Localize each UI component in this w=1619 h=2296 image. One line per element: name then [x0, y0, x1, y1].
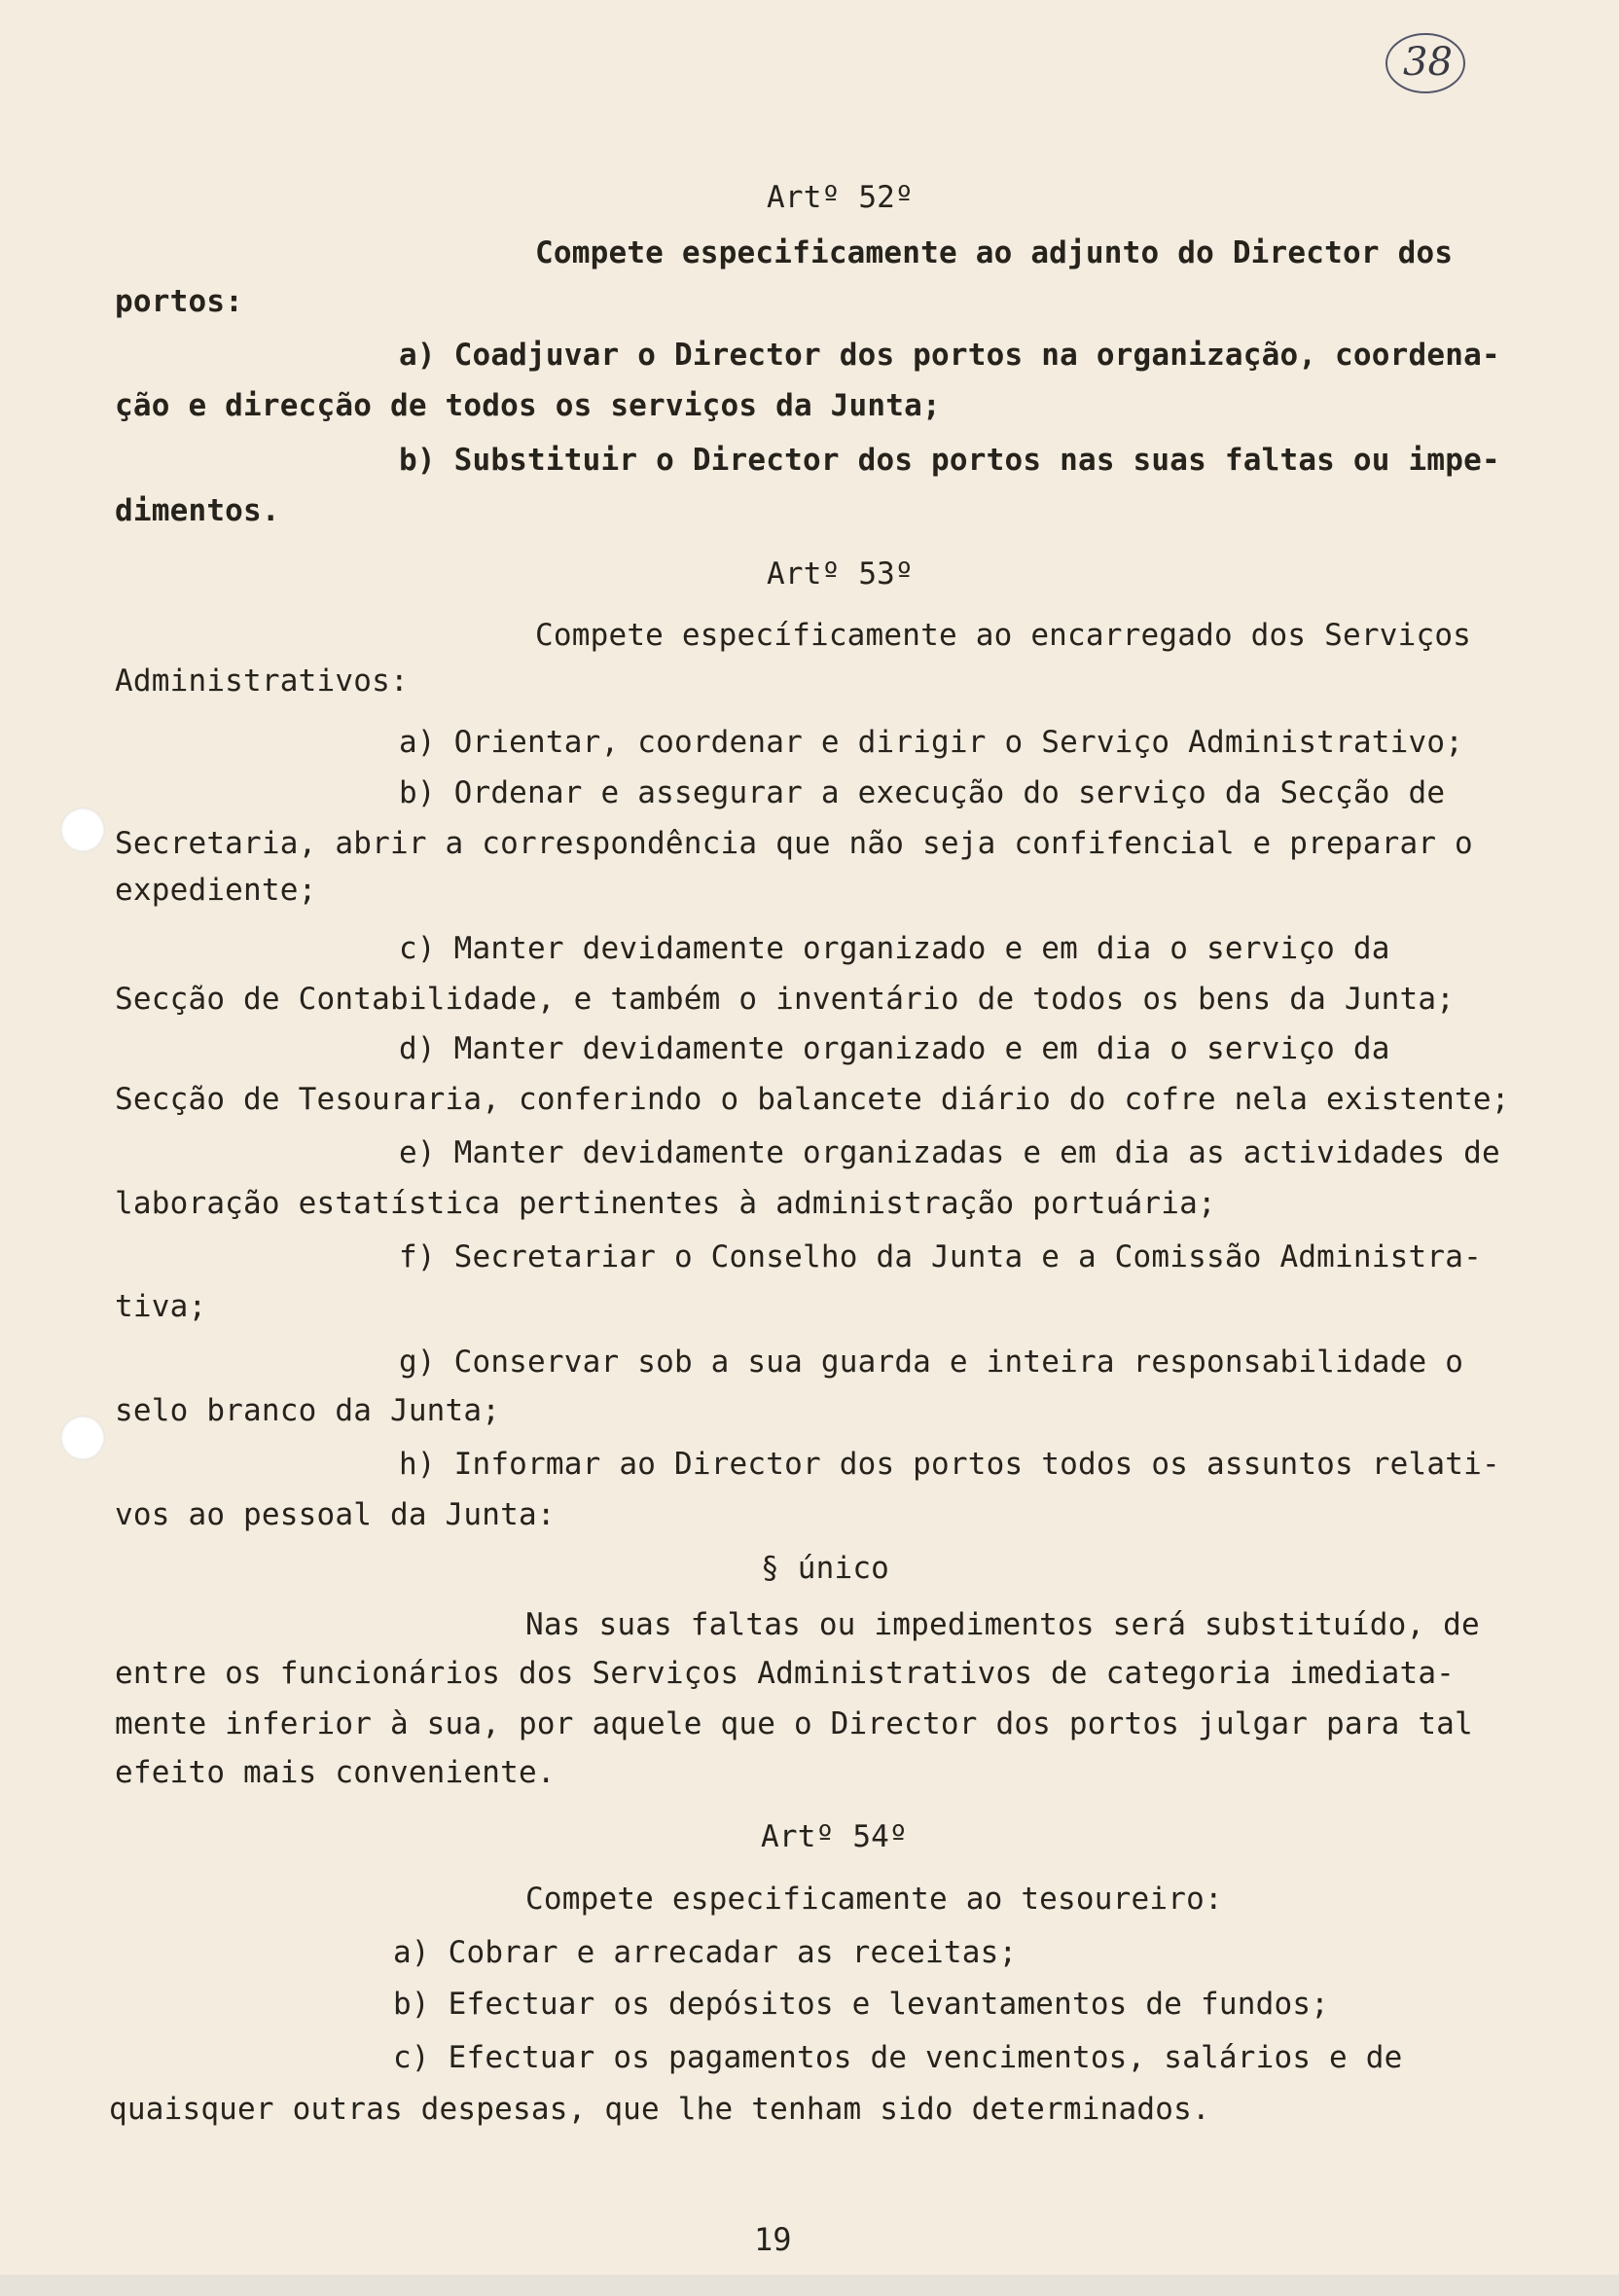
article-heading: Artº 53º: [767, 556, 914, 592]
paragraph-line: Compete especificamente ao tesoureiro:: [525, 1882, 1223, 1917]
paragraph-line: f) Secretariar o Conselho da Junta e a Comissão Administra-: [399, 1239, 1482, 1274]
paragraph-line: portos:: [115, 284, 244, 319]
paragraph-line: Administrativos:: [115, 664, 409, 699]
paragraph-line: Secção de Contabilidade, e também o inventário de todos os bens da Junta;: [115, 982, 1456, 1017]
paragraph-line: a) Cobrar e arrecadar as receitas;: [393, 1935, 1018, 1970]
punch-hole: [60, 807, 105, 852]
paragraph-line: ção e direcção de todos os serviços da Junta;: [115, 388, 941, 423]
article-heading: Artº 52º: [767, 180, 914, 215]
page-number: 19: [754, 2221, 792, 2258]
paragraph-line: entre os funcionários dos Serviços Administrativos de categoria imediata-: [115, 1656, 1456, 1691]
paragraph-line: expediente;: [115, 873, 317, 908]
scan-border: [0, 2275, 1619, 2296]
article-heading: Artº 54º: [761, 1819, 908, 1854]
paragraph-line: c) Efectuar os pagamentos de vencimentos, salários e de: [393, 2040, 1403, 2075]
paragraph-line: h) Informar ao Director dos portos todos os assuntos relati-: [399, 1447, 1500, 1482]
punch-hole: [60, 1416, 105, 1460]
paragraph-line: a) Orientar, coordenar e dirigir o Serviço Administrativo;: [399, 725, 1464, 760]
paragraph-line: Secção de Tesouraria, conferindo o balancete diário do cofre nela existente;: [115, 1082, 1510, 1117]
paragraph-line: quaisquer outras despesas, que lhe tenham sido determinados.: [109, 2092, 1210, 2127]
folio-number: 38: [1403, 40, 1453, 85]
paragraph-line: b) Efectuar os depósitos e levantamentos de fundos;: [393, 1987, 1330, 2022]
paragraph-line: b) Ordenar e assegurar a execução do serviço da Secção de: [399, 775, 1446, 810]
paragraph-line: laboração estatística pertinentes à administração portuária;: [115, 1186, 1216, 1221]
paragraph-line: Nas suas faltas ou impedimentos será substituído, de: [525, 1607, 1480, 1642]
paragraph-line: vos ao pessoal da Junta:: [115, 1497, 556, 1532]
folio-mark: [1382, 29, 1469, 97]
paragraph-line: Compete específicamente ao encarregado dos Serviços: [535, 618, 1472, 653]
paragraph-line: b) Substituir o Director dos portos nas suas faltas ou impe-: [399, 443, 1500, 478]
paragraph-line: selo branco da Junta;: [115, 1393, 501, 1428]
paragraph-line: e) Manter devidamente organizadas e em dia as actividades de: [399, 1135, 1500, 1170]
paragraph-line: efeito mais conveniente.: [115, 1755, 556, 1790]
paragraph-line: Compete especificamente ao adjunto do Director dos: [535, 235, 1454, 270]
paragraph-line: c) Manter devidamente organizado e em dia o serviço da: [399, 931, 1390, 966]
paragraph-line: tiva;: [115, 1289, 207, 1324]
paragraph-line: Secretaria, abrir a correspondência que não seja confifencial e preparar o: [115, 826, 1473, 861]
section-heading: § único: [761, 1551, 890, 1586]
paragraph-line: a) Coadjuvar o Director dos portos na organização, coordena-: [399, 338, 1500, 373]
paragraph-line: mente inferior à sua, por aquele que o Director dos portos julgar para tal: [115, 1706, 1473, 1741]
paragraph-line: dimentos.: [115, 493, 280, 528]
paragraph-line: d) Manter devidamente organizado e em dia o serviço da: [399, 1031, 1390, 1066]
paragraph-line: g) Conservar sob a sua guarda e inteira responsabilidade o: [399, 1345, 1464, 1380]
